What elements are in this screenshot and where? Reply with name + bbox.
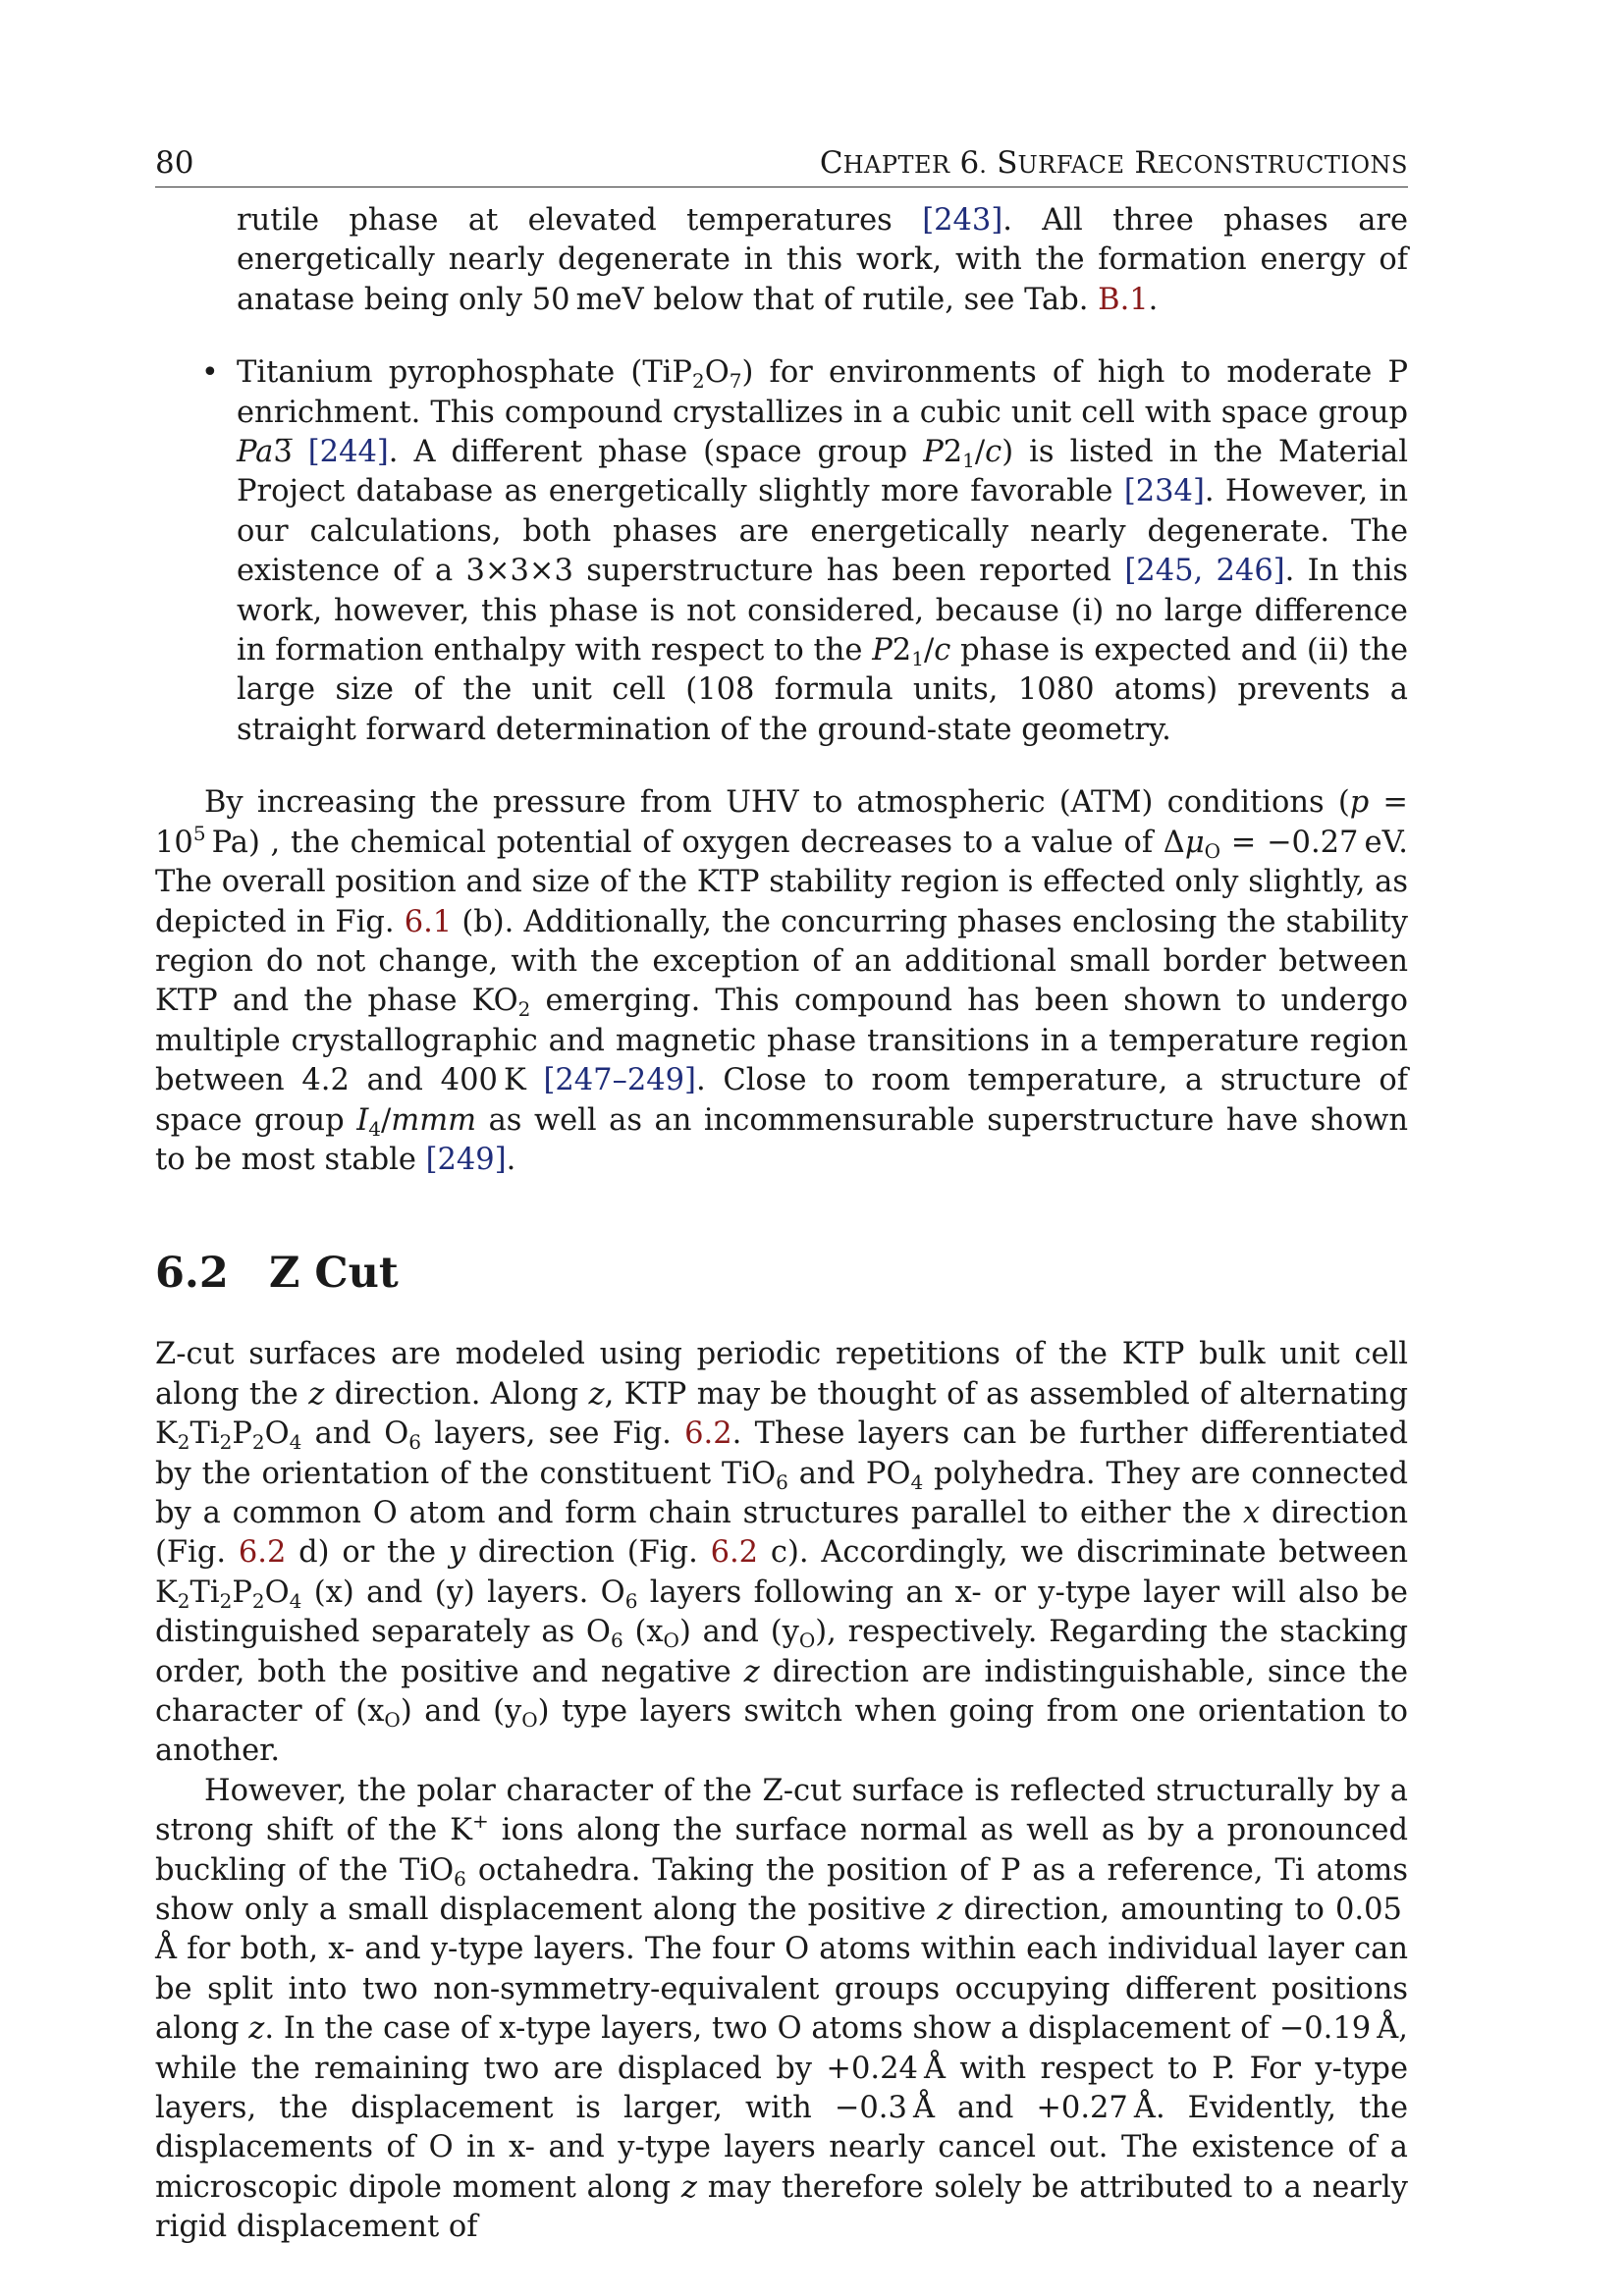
- citation[interactable]: [244]: [307, 435, 389, 470]
- chapter-label: CHAPTER 6. SURFACE RECONSTRUCTIONS: [819, 145, 1408, 181]
- bullet-icon: •: [201, 355, 219, 391]
- figure-reference[interactable]: 6.2: [238, 1535, 287, 1571]
- section-number: 6.2: [155, 1249, 229, 1299]
- paragraph-rutile: rutile phase at elevated temperatures [243]. All three phases are energetically nearly degenerate in this work, with the formation energy of anatase being only 50 meV below that of rutile, see Tab. B.1.: [237, 203, 1409, 317]
- paragraph-zcut-intro: Z-cut surfaces are modeled using periodic repetitions of the KTP bulk unit cell along the z direction. Along z, KTP may be thought of as assembled of alternating $K_2Ti_2P_2O_4$ and $O_6$ layers, see Fig. 6.2. These layers can be further differentiated by the orientation of the constituent TiO$_6$ and $PO_4$ polyhedra. They are connected by a common O atom and form chain structures parallel to either the x direction (Fig. 6.2 d) or the y direction (Fig. 6.2 c). Accordingly, we discriminate between $K_2Ti_2P_2O_4$ (x) and (y) layers. $O_6$ layers following an x- or y-type layer will also be distinguished separately as $O_6$ $(x_O)$ and $(y_O)$, respectively. Regarding the stacking order, both the positive and negative z direction are indistinguishable, since the character of $(x_O)$ and $(y_O)$ type layers switch when going from one orientation to another.: [155, 1337, 1409, 1769]
- list-item: [201, 353, 1409, 750]
- page-number: 80: [155, 145, 194, 181]
- paragraph-pyrophosphate: Titanium pyrophosphate $(TiP_2O_7)$ for environments of high to moderate P enrichment. This compound crystallizes in a cubic unit cell with space group Pa3̅ [244]. A different phase (space group $P2_1/c$) is listed in the Material Project database as energetically slightly more favorable [234]. However, in our calculations, both phases are energetically nearly degenerate. The existence of a 3×3×3 superstructure has been reported [245, 246]. In this work, however, this phase is not considered, because (i) no large difference in formation enthalpy with respect to the $P2_1/c$ phase is expected and (ii) the large size of the unit cell (108 formula units, 1080 atoms) prevents a straight forward determination of the ground-state geometry.: [237, 355, 1409, 747]
- figure-reference[interactable]: 6.2: [684, 1416, 732, 1452]
- paragraph-polar-character: However, the polar character of the Z-cut surface is reflected structurally by a strong shift of the K+ ions along the surface normal as well as by a pronounced buckling of the TiO$_6$ octahedra. Taking the position of P as a reference, Ti atoms show only a small displacement along the positive z direction, amounting to 0.05 Å for both, x- and y-type layers. The four O atoms within each individual layer can be split into two non-symmetry-equivalent groups occupying different positions along z. In the case of x-type layers, two O atoms show a displacement of −0.19 Å, while the remaining two are displaced by +0.24 Å with respect to P. For y-type layers, the displacement is larger, with −0.3 Å and +0.27 Å. Evidently, the displacements of O in x- and y-type layers nearly cancel out. The existence of a microscopic dipole moment along z may therefore solely be attributed to a nearly rigid displacement of: [155, 1773, 1409, 2245]
- figure-reference[interactable]: 6.1: [404, 904, 453, 939]
- citation[interactable]: [249]: [425, 1142, 507, 1177]
- figure-reference[interactable]: 6.2: [710, 1535, 759, 1571]
- citation[interactable]: [234]: [1123, 474, 1205, 509]
- running-header: [155, 137, 1408, 187]
- section-heading: [155, 1249, 1408, 1298]
- citation[interactable]: [245, 246]: [1124, 554, 1285, 589]
- paragraph-pressure: By increasing the pressure from UHV to atmospheric (ATM) conditions ($p = 10^5$ Pa) , the chemical potential of oxygen decreases to a value of $\Delta\mu_O = -0.27$ eV. The overall position and size of the KTP stability region is effected only slightly, as depicted in Fig. 6.1 (b). Additionally, the concurring phases enclosing the stability region do not change, with the exception of an additional small border between KTP and the phase $KO_2$ emerging. This compound has been shown to undergo multiple crystallographic and magnetic phase transitions in a temperature region between 4.2 and 400 K [247–249]. Close to room temperature, a structure of space group $I_4$/mmm as well as an incommensurable superstructure have shown to be most stable [249].: [155, 785, 1408, 1177]
- section-title: Z Cut: [269, 1249, 399, 1299]
- citation[interactable]: [243]: [922, 203, 1003, 238]
- chapter-title: [820, 145, 1408, 181]
- document-page: [155, 137, 1408, 2248]
- table-reference[interactable]: B.1: [1098, 282, 1149, 317]
- citation[interactable]: [247–249]: [543, 1063, 696, 1098]
